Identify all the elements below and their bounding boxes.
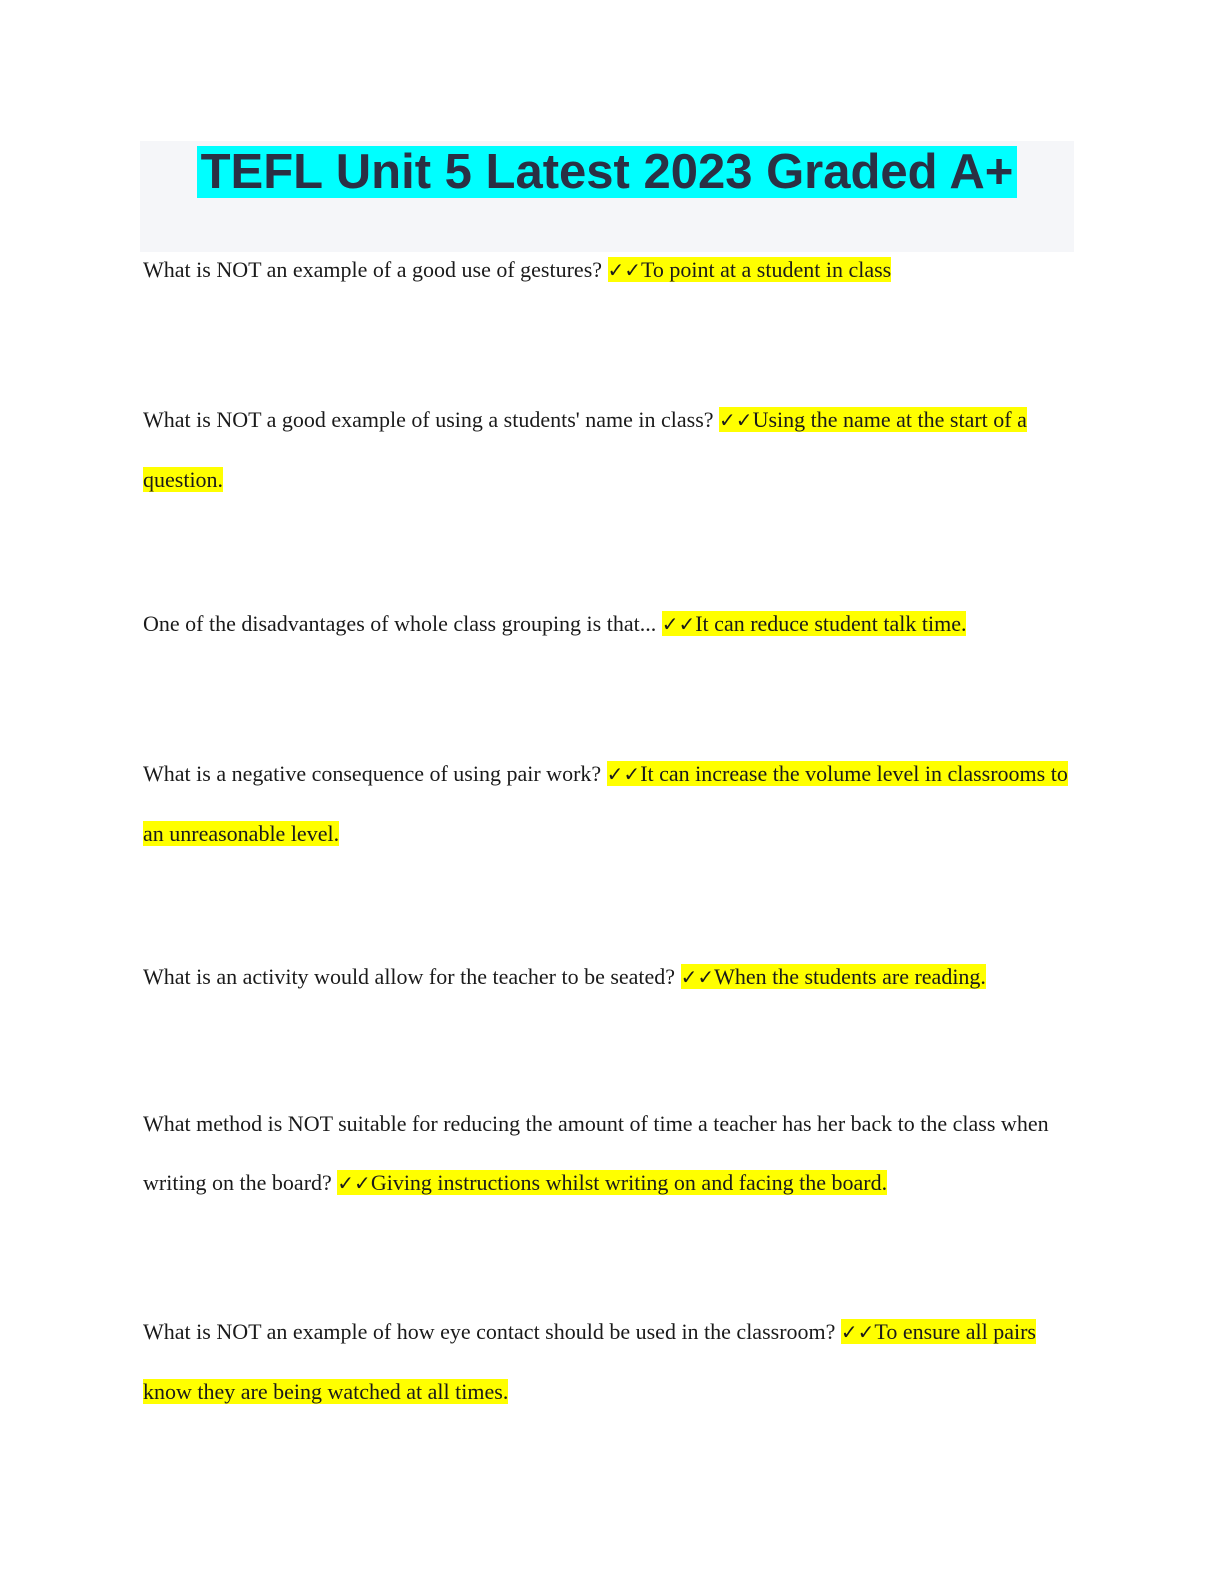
document-title: TEFL Unit 5 Latest 2023 Graded A+ (197, 146, 1018, 198)
question-text: What is NOT an example of how eye contact should be used in the classroom? (143, 1319, 841, 1344)
answer-highlight (337, 1170, 887, 1195)
answer-text: It can reduce student talk time. (695, 611, 967, 636)
answer-text: It can increase the volume level in classrooms to an unreasonable level. (143, 761, 1068, 846)
answer-highlight (608, 257, 892, 282)
double-check-icon: ✓✓ (661, 612, 696, 636)
answer-text: Using the name at the start of a question. (143, 407, 1027, 492)
answer-text: To point at a student in class (641, 257, 892, 282)
qa-item (143, 1094, 1078, 1213)
qa-item (143, 947, 1078, 1007)
answer-highlight (662, 611, 967, 636)
answer-text: Giving instructions whilst writing on and facing the board. (370, 1170, 888, 1195)
double-check-icon: ✓✓ (607, 258, 642, 282)
answer-text: To ensure all pairs know they are being watched at all times. (143, 1319, 1036, 1404)
question-text: What is an activity would allow for the teacher to be seated? (143, 964, 681, 989)
double-check-icon: ✓✓ (719, 408, 753, 432)
qa-item (143, 744, 1078, 863)
double-check-icon: ✓✓ (680, 965, 715, 989)
question-text: What method is NOT suitable for reducing the amount of time a teacher has her back to the class when writing on the board? (143, 1111, 1049, 1195)
qa-item (143, 1302, 1078, 1421)
answer-highlight (681, 964, 986, 989)
title-banner (140, 141, 1074, 252)
qa-item (143, 390, 1078, 509)
question-text: What is NOT an example of a good use of gestures? (143, 257, 608, 282)
question-text: One of the disadvantages of whole class grouping is that... (143, 611, 662, 636)
double-check-icon: ✓✓ (606, 762, 641, 786)
qa-item (143, 594, 1078, 654)
double-check-icon: ✓✓ (840, 1320, 875, 1344)
answer-text: When the students are reading. (714, 964, 986, 989)
double-check-icon: ✓✓ (337, 1171, 371, 1195)
question-text: What is a negative consequence of using pair work? (143, 761, 607, 786)
qa-item (143, 240, 1078, 300)
question-text: What is NOT a good example of using a students' name in class? (143, 407, 720, 432)
